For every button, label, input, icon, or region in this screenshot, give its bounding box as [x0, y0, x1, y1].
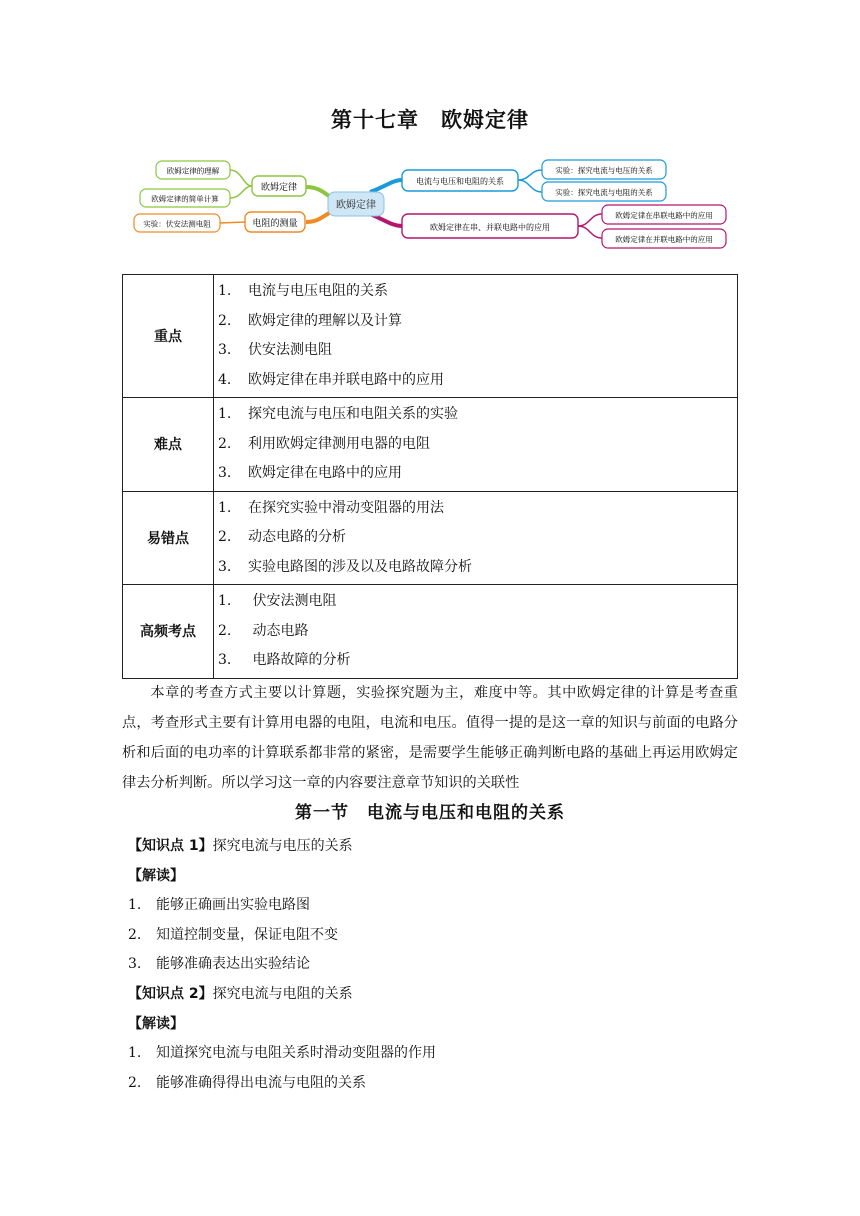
list-item: 2. 动态电路的分析 — [218, 529, 346, 545]
row-items — [214, 398, 738, 492]
section-body — [128, 832, 744, 1098]
list-item: 2. 欧姆定律的理解以及计算 — [218, 312, 402, 329]
list-item: 1. 在探究实验中滑动变阻器的用法 — [218, 499, 444, 516]
list-item: 2. 能够准确得得出电流与电阻的关系 — [128, 1074, 366, 1091]
list-item: 3. 欧姆定律在电路中的应用 — [218, 465, 402, 481]
knowledge-point-heading: 【知识点 2】探究电流与电阻的关系 — [128, 985, 353, 1002]
table-row — [123, 585, 738, 679]
knowledge-point-heading: 【知识点 1】探究电流与电压的关系 — [128, 838, 353, 854]
row-label: 难点 — [123, 398, 214, 492]
mind-map-leaf: 欧姆定律在串联电路中的应用 — [615, 211, 713, 220]
list-item: 3. 电路故障的分析 — [218, 652, 351, 668]
mind-map-leaf: 欧姆定律在并联电路中的应用 — [615, 235, 713, 244]
list-item: 3. 伏安法测电阻 — [218, 342, 332, 358]
mind-map-leaf: 欧姆定律的简单计算 — [151, 194, 219, 204]
row-items — [214, 585, 738, 679]
list-item: 3. 实验电路图的涉及以及电路故障分析 — [218, 558, 472, 575]
mind-map-center-label: 欧姆定律 — [336, 200, 376, 211]
section-title: 第一节 电流与电压和电阻的关系 — [295, 803, 565, 823]
row-label: 易错点 — [123, 491, 214, 585]
mind-map-leaf: 欧姆定律的理解 — [166, 166, 220, 176]
list-item: 1. 知道探究电流与电阻关系时滑动变阻器的作用 — [128, 1045, 436, 1062]
list-item: 1. 电流与电压电阻的关系 — [218, 283, 388, 299]
table-row — [123, 398, 738, 492]
mind-map-leaf: 实验：探究电流与电压的关系 — [555, 166, 653, 175]
table-row — [123, 275, 738, 398]
list-item: 2. 利用欧姆定律测用电器的电阻 — [218, 435, 430, 452]
mind-map-node-measure: 电阻的测量 — [252, 219, 298, 229]
row-items — [214, 491, 738, 585]
mind-map-node-ohm-law: 欧姆定律 — [260, 183, 298, 193]
row-label: 高频考点 — [123, 585, 214, 679]
row-label: 重点 — [123, 275, 214, 398]
row-items — [214, 275, 738, 398]
reading-heading: 【解读】 — [128, 1015, 184, 1032]
key-points-table — [122, 274, 738, 679]
list-item: 1. 伏安法测电阻 — [218, 593, 337, 609]
mind-map-leaf: 实验：探究电流与电阻的关系 — [555, 188, 653, 197]
list-item: 2. 动态电路 — [218, 622, 309, 639]
chapter-title: 第十七章 欧姆定律 — [331, 108, 529, 132]
list-item: 4. 欧姆定律在串并联电路中的应用 — [218, 371, 444, 388]
table-row — [123, 491, 738, 585]
mind-map-node-relation: 电流与电压和电阻的关系 — [416, 177, 504, 186]
mind-map-node-circuit: 欧姆定律在串、并联电路中的应用 — [430, 223, 550, 232]
reading-heading: 【解读】 — [128, 867, 184, 884]
chapter-summary: 本章的考查方式主要以计算题，实验探究题为主，难度中等。其中欧姆定律的计算是考查重点，考查形式主要有计算用电器的电阻，电流和电压。值得一提的是这一章的知识与前面的电路分析和后面的电功率的计算联系都非常的紧密，是需要学生能够正确判断电路的基础上再运用欧姆定律去分析判断。所以学习这一章的内容要注意章节知识的关联性 — [122, 685, 738, 791]
mind-map-leaf: 实验：伏安法测电阻 — [143, 219, 211, 229]
mind-map — [130, 152, 730, 262]
list-item: 1. 能够正确画出实验电路图 — [128, 897, 310, 914]
list-item: 3. 能够准确表达出实验结论 — [128, 956, 310, 973]
list-item: 1. 探究电流与电压和电阻关系的实验 — [218, 406, 458, 422]
list-item: 2. 知道控制变量，保证电阻不变 — [128, 926, 338, 943]
